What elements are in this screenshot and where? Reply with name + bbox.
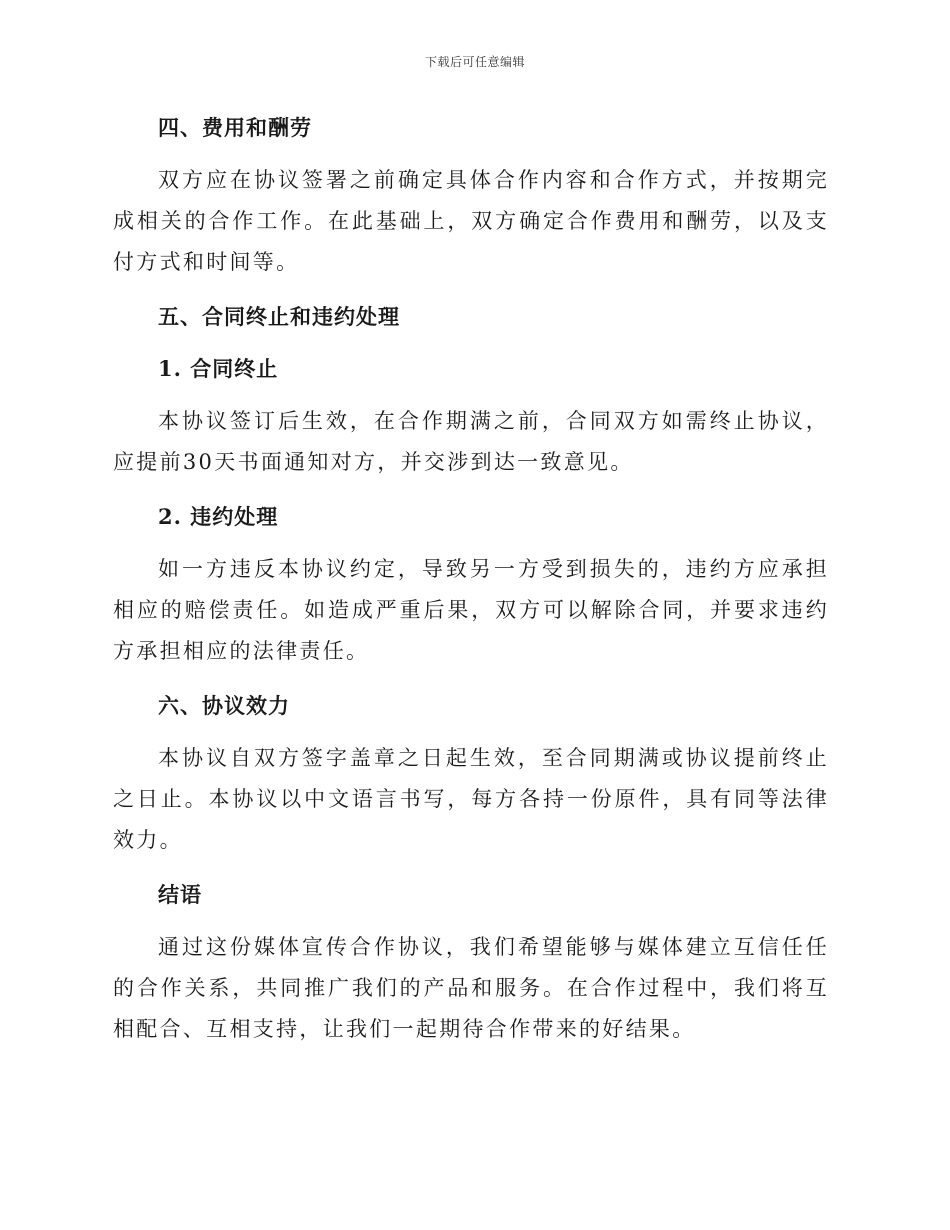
heading-termination: 五、合同终止和违约处理 <box>158 304 400 329</box>
heading-conclusion: 结语 <box>158 882 202 907</box>
subheading-termination: 1. 合同终止 <box>158 356 279 381</box>
subheading-breach: 2. 违约处理 <box>158 504 279 529</box>
paragraph-fees: 双方应在协议签署之前确定具体合作内容和合作方式，并按期完成相关的合作工作。在此基础上，双方确定合作费用和酬劳，以及支付方式和时间等。 <box>113 168 829 274</box>
heading-effect: 六、协议效力 <box>158 693 290 718</box>
paragraph-effect: 本协议自双方签字盖章之日起生效，至合同期满或协议提前终止之日止。本协议以中文语言书写，每方各持一份原件，具有同等法律效力。 <box>113 746 829 852</box>
heading-fees: 四、费用和酬劳 <box>158 115 312 140</box>
page-header: 下载后可任意编辑 <box>424 55 525 69</box>
paragraph-conclusion: 通过这份媒体宣传合作协议，我们希望能够与媒体建立互信任任的合作关系，共同推广我们的产品和服务。在合作过程中，我们将互相配合、互相支持，让我们一起期待合作带来的好结果。 <box>113 935 829 1041</box>
paragraph-termination: 本协议签订后生效，在合作期满之前，合同双方如需终止协议，应提前30天书面通知对方，并交涉到达一致意见。 <box>113 409 829 474</box>
document-body <box>113 108 829 1050</box>
paragraph-breach: 如一方违反本协议约定，导致另一方受到损失的，违约方应承担相应的赔偿责任。如造成严重后果，双方可以解除合同，并要求违约方承担相应的法律责任。 <box>113 557 829 663</box>
